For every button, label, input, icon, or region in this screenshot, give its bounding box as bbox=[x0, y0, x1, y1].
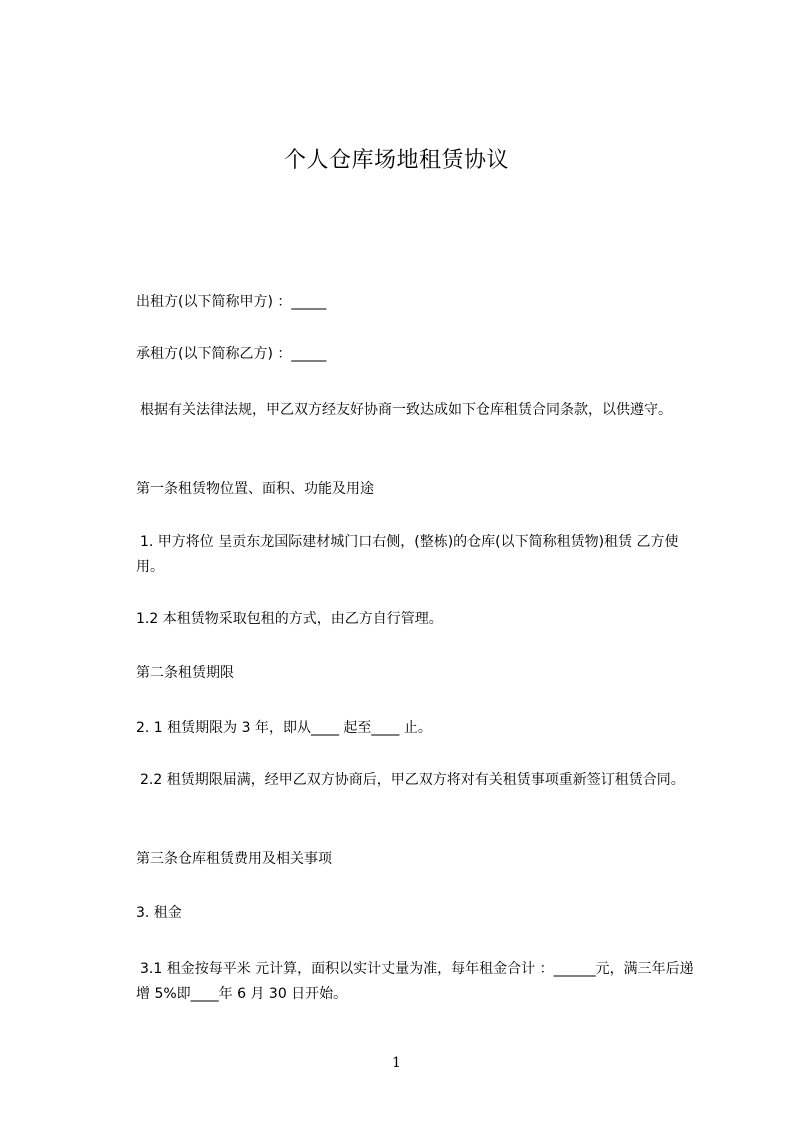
article-3-heading: 第三条仓库租赁费用及相关事项 bbox=[136, 851, 332, 867]
lessee-line: 承租方(以下简称乙方) ：_____ bbox=[136, 346, 327, 362]
clause-3-1: 3.1 租金按每平米 元计算，面积以实计丈量为准，每年租金合计 ：______元，满三年后递增 5%即____年 6 月 30 日开始。 bbox=[136, 961, 694, 1002]
lessor-line: 出租方(以下简称甲方) ：_____ bbox=[136, 294, 327, 310]
clause-2-2: 2.2 租赁期限届满，经甲乙双方协商后，甲乙双方将对有关租赁事项重新签订租赁合同。 bbox=[140, 772, 685, 788]
clause-3-heading: 3. 租金 bbox=[136, 905, 182, 921]
clause-1-1: 1. 甲方将位 呈贡东龙国际建材城门口右侧，(整栋)的仓库(以下简称租赁物)租赁 乙方使用。 bbox=[136, 534, 679, 575]
preamble-paragraph: 根据有关法律法规，甲乙双方经友好协商一致达成如下仓库租赁合同条款，以供遵守。 bbox=[140, 402, 672, 418]
article-2-heading: 第二条租赁期限 bbox=[136, 665, 234, 681]
document-title: 个人仓库场地租赁协议 bbox=[283, 148, 509, 173]
article-1-heading: 第一条租赁物位置、面积、功能及用途 bbox=[136, 481, 374, 497]
clause-2-1: 2. 1 租赁期限为 3 年，即从____ 起至____ 止。 bbox=[136, 720, 432, 736]
clause-1-2: 1.2 本租赁物采取包租的方式，由乙方自行管理。 bbox=[136, 611, 443, 627]
page-number: 1 bbox=[392, 1055, 401, 1071]
